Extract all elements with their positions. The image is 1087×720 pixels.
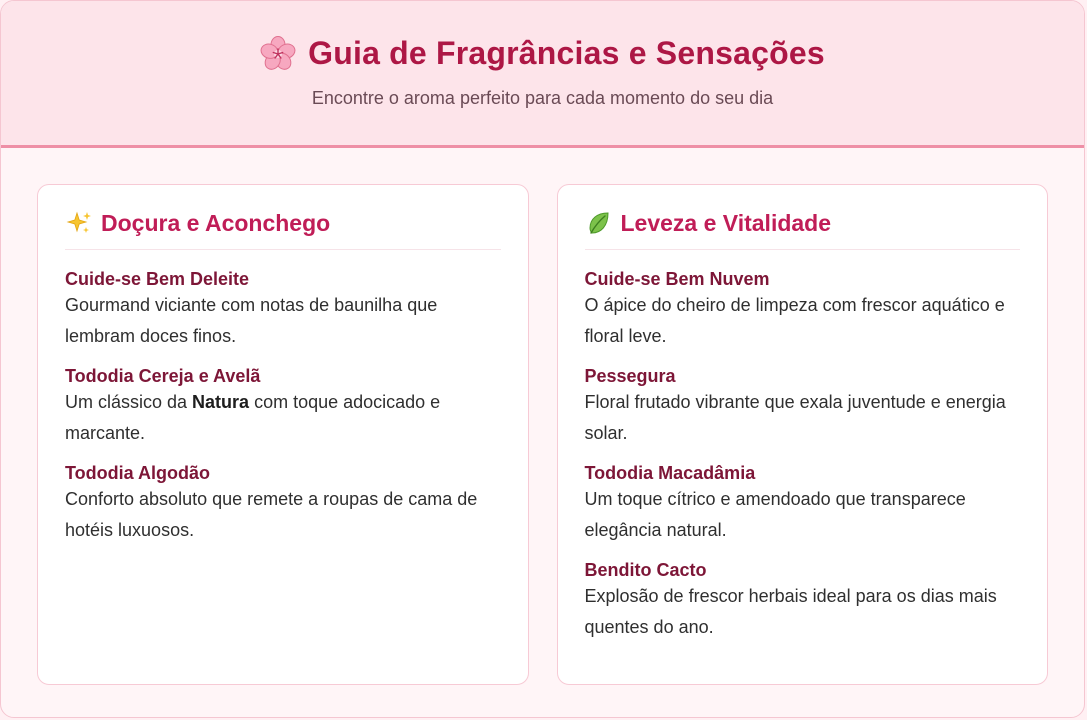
card-docura: [37, 184, 529, 685]
item-description-part: Um clássico da: [65, 392, 193, 412]
card-leveza: [557, 184, 1049, 685]
item-description: Gourmand viciante com notas de baunilha que lembram doces finos.: [65, 295, 438, 346]
item-description: Explosão de frescor herbais ideal para os dias mais quentes do ano.: [584, 586, 997, 637]
page-subtitle: Encontre o aroma perfeito para cada momento do seu dia: [311, 88, 774, 108]
item-name: Pessegura: [584, 366, 676, 386]
card-header: [65, 209, 501, 250]
item-name: Tododia Algodão: [65, 463, 210, 483]
card-header: [585, 209, 1021, 250]
item-name: Bendito Cacto: [584, 560, 707, 580]
page-title: Guia de Fragrâncias e Sensações: [308, 35, 825, 71]
item-description: O ápice do cheiro de limpeza com frescor aquático e floral leve.: [584, 295, 1005, 346]
list-item: [65, 268, 501, 352]
header: [1, 1, 1084, 148]
card-title: Leveza e Vitalidade: [620, 209, 832, 236]
leaf-icon: [585, 209, 613, 237]
card-title: Doçura e Aconchego: [101, 209, 331, 236]
list-item: [585, 462, 1021, 546]
list-item: [585, 365, 1021, 449]
title-row: [1, 35, 1084, 72]
list-item: [65, 365, 501, 449]
item-description: Um toque cítrico e amendoado que transparece elegância natural.: [584, 489, 966, 540]
list-item: [585, 559, 1021, 643]
item-description: [65, 387, 501, 449]
item-description: Floral frutado vibrante que exala juventude e energia solar.: [584, 392, 1006, 443]
item-name: Cuide-se Bem Nuvem: [584, 269, 770, 289]
list-item: [585, 268, 1021, 352]
item-description-part: com toque adocicado e marcante.: [65, 392, 441, 443]
item-description: Conforto absoluto que remete a roupas de cama de hotéis luxuosos.: [65, 489, 478, 540]
cherry-blossom-icon: [260, 36, 296, 72]
columns: [37, 184, 1048, 685]
item-name: Cuide-se Bem Deleite: [65, 269, 250, 289]
item-name: Tododia Macadâmia: [584, 463, 756, 483]
item-name: Tododia Cereja e Avelã: [65, 366, 261, 386]
item-description-brand: Natura: [192, 392, 250, 412]
sparkles-icon: [65, 209, 93, 237]
list-item: [65, 462, 501, 546]
